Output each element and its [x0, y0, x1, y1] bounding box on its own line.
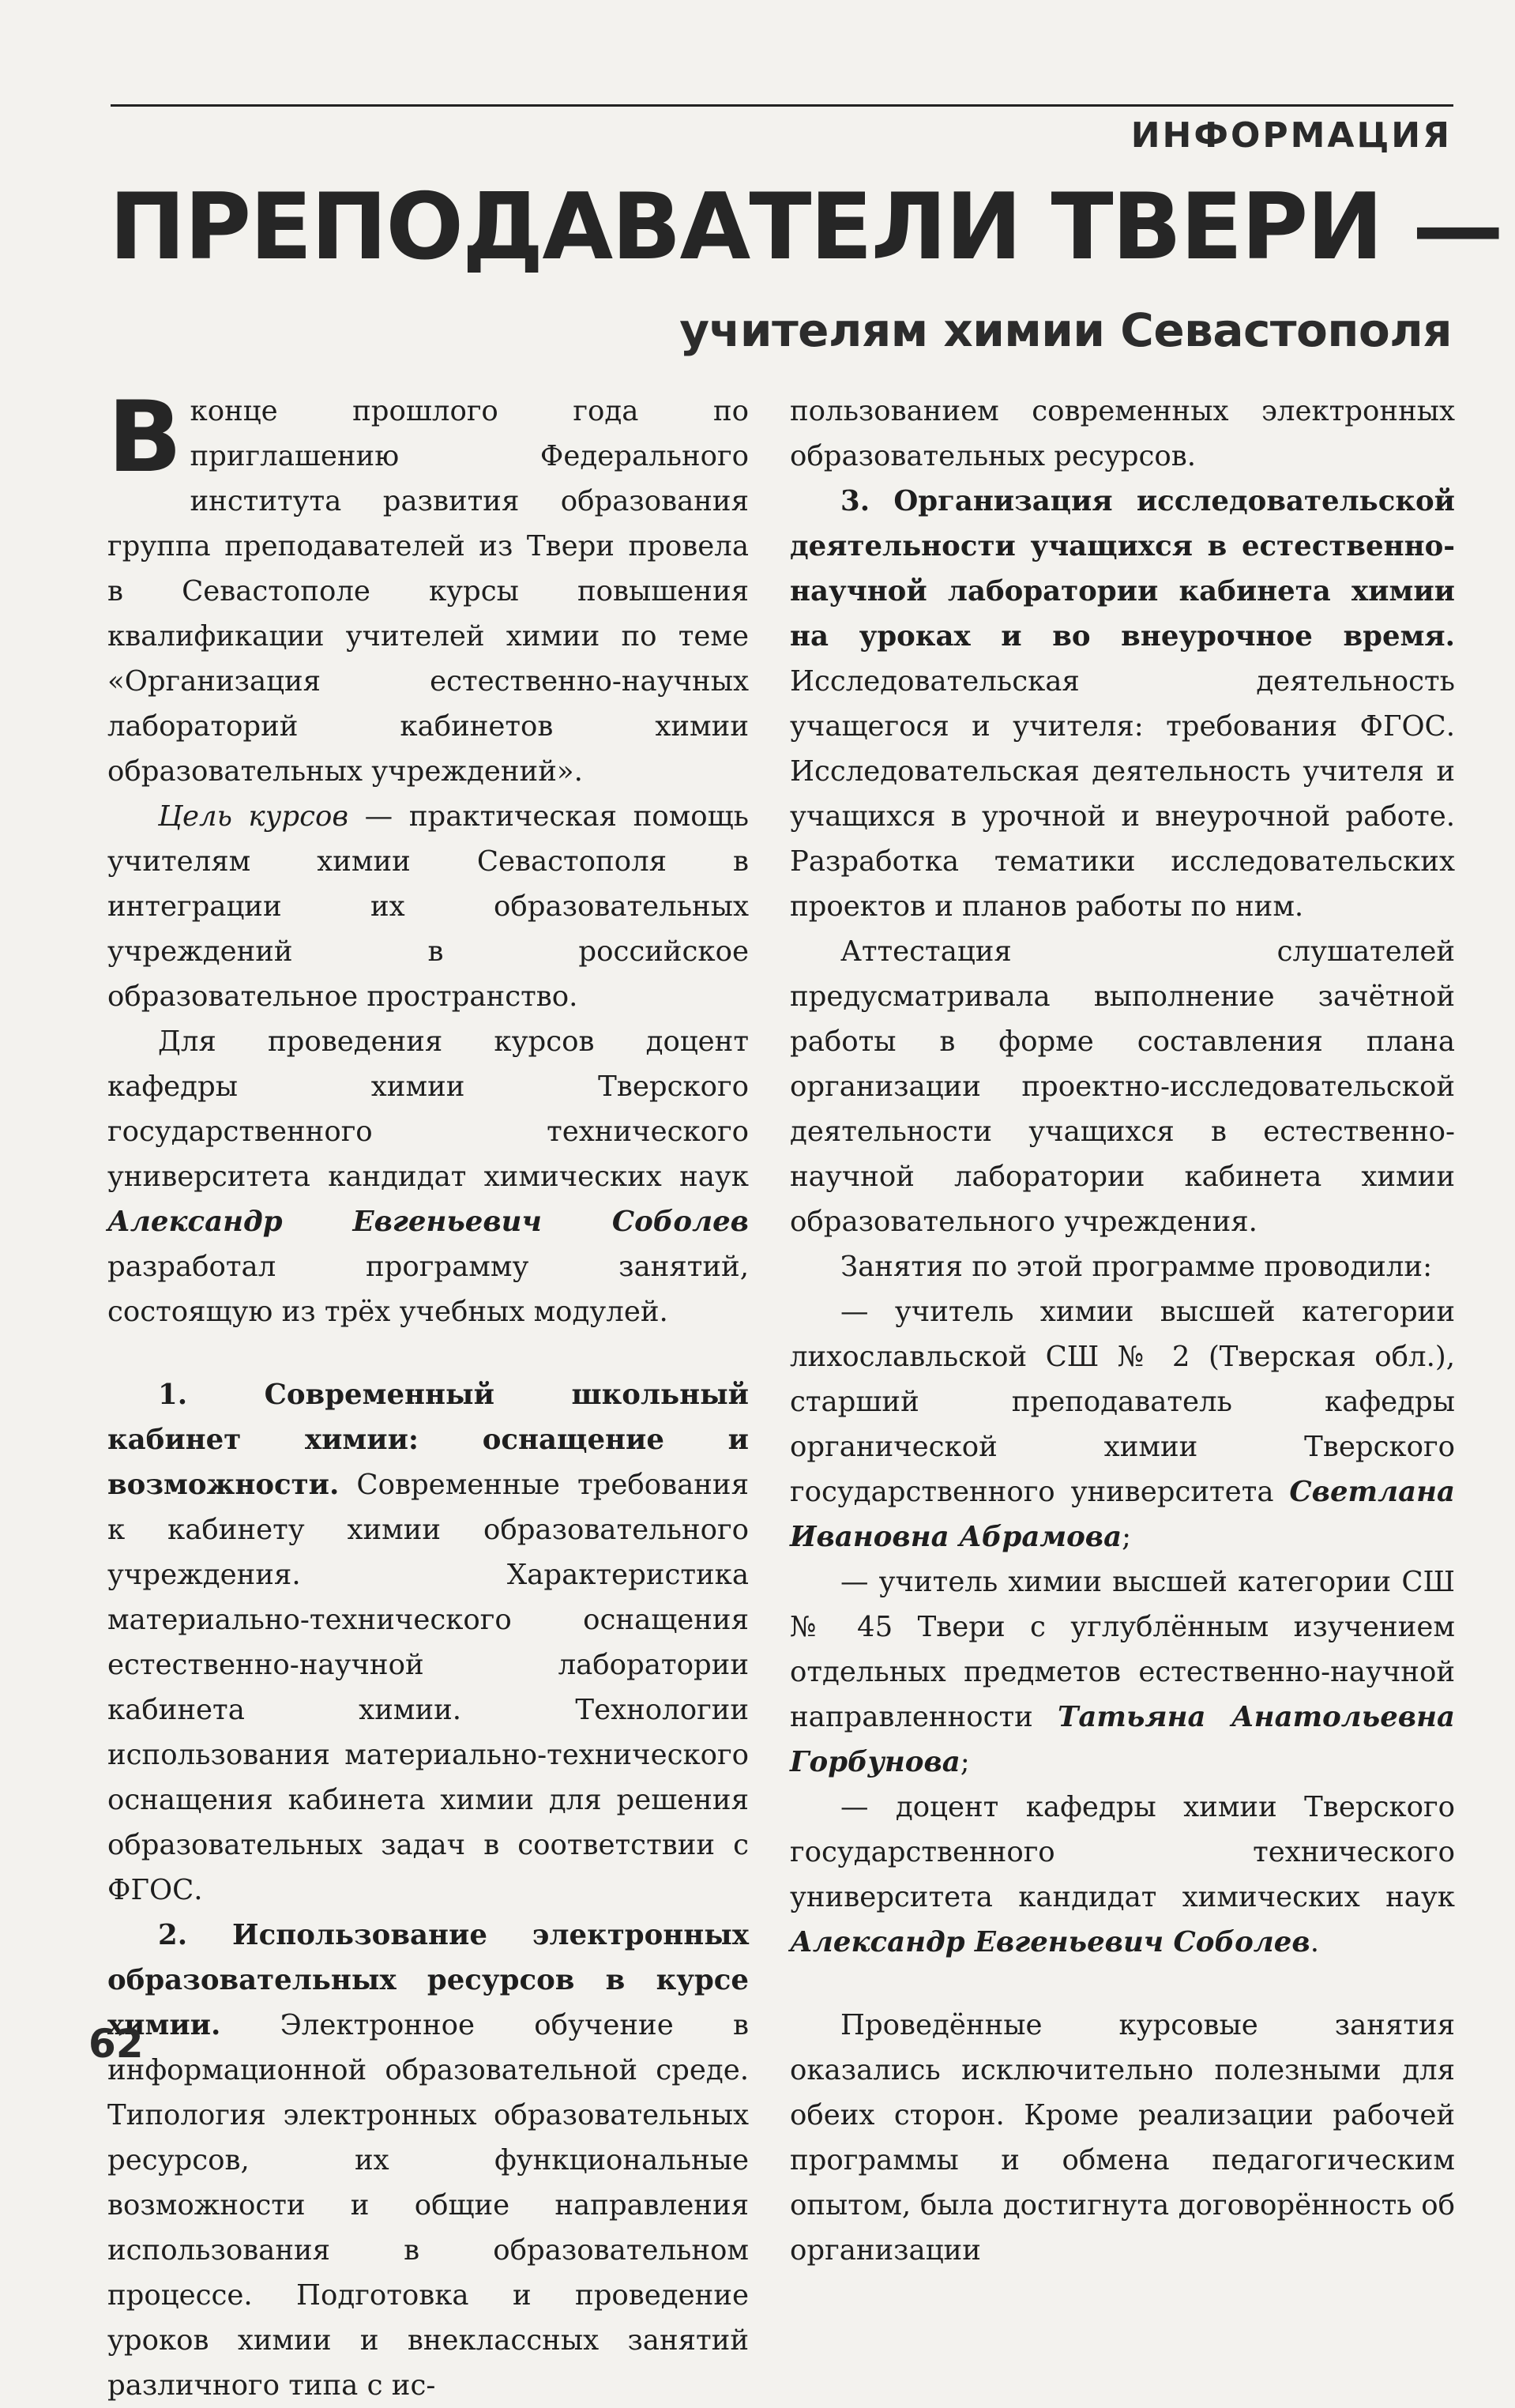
teacher-2-name: Татьяна Анатольевна Горбунова	[790, 1701, 1455, 1778]
teacher-1: — учитель химии высшей категории лихославльской СШ № 2 (Тверская обл.), старший преподаватель кафедры органической химии Тверского государственного университета Светлана Ивановна Абрамова;	[790, 1296, 1455, 1553]
author-name: Александр Евгеньевич Соболев	[107, 1206, 749, 1238]
teachers-intro: Занятия по этой программе проводили:	[840, 1251, 1433, 1283]
header-rule	[111, 104, 1453, 107]
module-2-continuation: пользованием современных электронных образовательных ресурсов.	[790, 395, 1455, 472]
subheadline: учителям химии Севастополя	[679, 303, 1452, 357]
section-label: ИНФОРМАЦИЯ	[1130, 115, 1452, 156]
module-1: 1. Современный школьный кабинет химии: оснащение и возможности. Современные требования к кабинету химии образовательного учреждения. Характеристика материально-технического оснащения естественно-научной лаборатории кабинета химии. Технологии использования материально-технического оснащения кабинета химии для решения образовательных задач в соответствии с ФГОС.	[107, 1379, 749, 1906]
goal-paragraph: Цель курсов — практическая помощь учителям химии Севастополя в интеграции их образовательных учреждений в российское образовательное пространство.	[107, 800, 749, 1013]
program-paragraph: Для проведения курсов доцент кафедры химии Тверского государственного технического университета кандидат химических наук Александр Евгеньевич Соболев разработал программу занятий, состоящую из трёх учебных модулей.	[107, 1025, 749, 1328]
module-1-title: 1. Современный школьный кабинет химии: оснащение и возможности.	[107, 1379, 749, 1501]
headline: ПРЕПОДАВАТЕЛИ ТВЕРИ —	[109, 174, 1502, 280]
module-3: 3. Организация исследовательской деятельности учащихся в естественно-научной лаборатории кабинета химии на уроках и во внеурочное время. Исследовательская деятельность учащегося и учителя: требования ФГОС. Исследовательская деятельность учителя и учащихся в урочной и внеурочной работе. Разработка тематики исследовательских проектов и планов работы по ним.	[790, 485, 1455, 923]
teacher-2: — учитель химии высшей категории СШ № 45 Твери с углублённым изучением отдельных предметов естественно-научной направленности Татьяна Анатольевна Горбунова;	[790, 1566, 1455, 1778]
module-2-title: 2. Использование электронных образовательных ресурсов в курсе химии.	[107, 1919, 749, 2041]
left-column	[107, 381, 749, 2408]
teacher-3-name: Александр Евгеньевич Соболев	[790, 1926, 1310, 1958]
module-3-title: 3. Организация исследовательской деятельности учащихся в естественно-научной лаборатории кабинета химии на уроках и во внеурочное время.	[790, 485, 1455, 653]
drop-cap: В	[107, 381, 182, 495]
intro-paragraph: Вконце прошлого года по приглашению Федерального института развития образования группа преподавателей из Твери провела в Севастополе курсы повышения квалификации учителей химии по теме «Организация естественно-научных лабораторий кабинетов химии образовательных учреждений».	[107, 381, 749, 788]
teacher-1-name: Светлана Ивановна Абрамова	[790, 1476, 1455, 1553]
module-2: 2. Использование электронных образовательных ресурсов в курсе химии. Электронное обучение в информационной образовательной среде. Типология электронных образовательных ресурсов, их функциональные возможности и общие направления использования в образовательном процессе. Подготовка и проведение уроков химии и внеклассных занятий различного типа с ис-	[107, 1919, 749, 2402]
attestation-paragraph: Аттестация слушателей предусматривала выполнение зачётной работы в форме составления плана организации проектно-исследовательской деятельности учащихся в естественно-научной лаборатории кабинета химии образовательного учреждения.	[790, 935, 1455, 1238]
teacher-3: — доцент кафедры химии Тверского государственного технического университета кандидат химических наук Александр Евгеньевич Соболев.	[790, 1791, 1455, 1958]
closing-paragraph: Проведённые курсовые занятия оказались исключительно полезными для обеих сторон. Кроме реализации рабочей программы и обмена педагогическим опытом, была достигнута договорённость об организации	[790, 2009, 1455, 2267]
right-column	[790, 389, 1455, 2273]
page-number: 62	[88, 2021, 144, 2067]
